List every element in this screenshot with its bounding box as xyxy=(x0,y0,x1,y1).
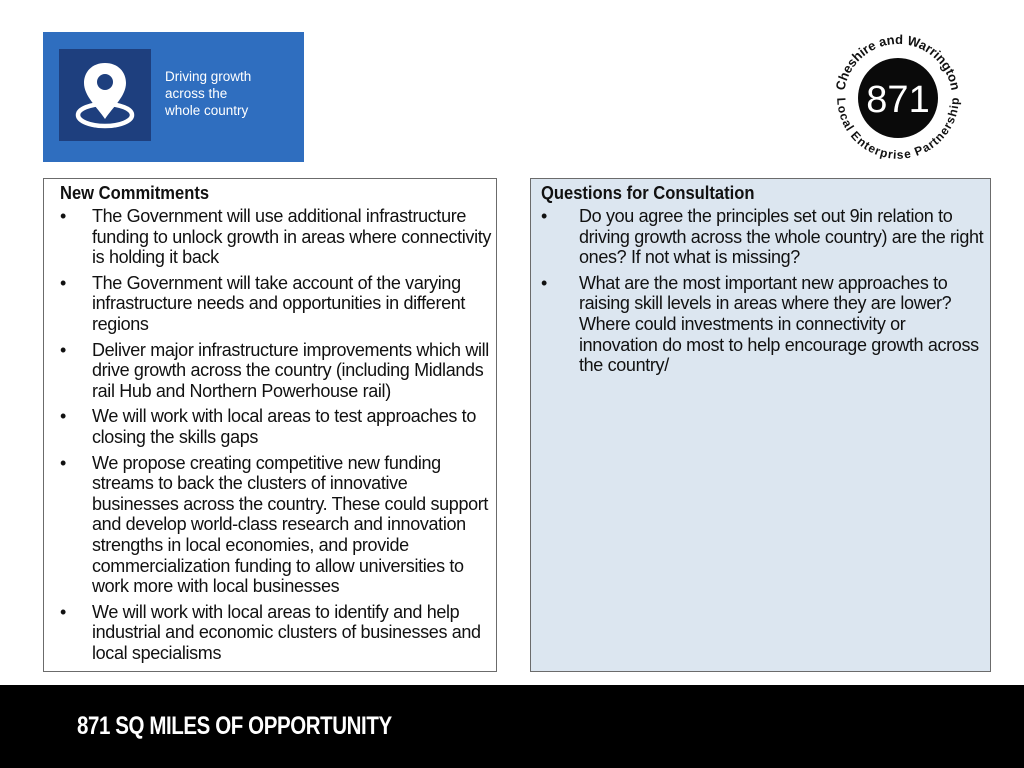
list-item xyxy=(60,602,492,664)
banner-text-line: whole country xyxy=(165,103,249,118)
list-item-text: The Government will take account of the varying infrastructure needs and opportunities in different regions xyxy=(92,272,466,334)
banner-text-line: Driving growth xyxy=(165,69,252,84)
banner-icon-box xyxy=(59,49,151,141)
list-item xyxy=(60,273,492,335)
logo-center-text: 871 xyxy=(866,79,930,121)
list-item-text: We propose creating competitive new funding streams to back the clusters of innovative businesses across the country. These could support and develop world-class research and innovation strengths in local economies, and provide commercialization funding to allow universities to work more with local businesses xyxy=(92,452,489,597)
list-item-text: We will work with local areas to test approaches to closing the skills gaps xyxy=(92,406,476,447)
list-item xyxy=(541,273,987,376)
bullet-icon: • xyxy=(541,206,548,226)
footer-tagline: 871 SQ MILES OF OPPORTUNITY xyxy=(77,712,392,740)
banner-text xyxy=(165,68,295,119)
consultation-questions-title: Questions for Consultation xyxy=(541,183,755,203)
new-commitments-title: New Commitments xyxy=(60,183,210,203)
bullet-icon: • xyxy=(60,452,67,473)
consultation-questions-list xyxy=(541,206,987,381)
bullet-icon: • xyxy=(541,272,548,293)
bullet-icon: • xyxy=(60,339,67,360)
list-item-text: Do you agree the principles set out 9in relation to driving growth across the whole country) are the right ones? If not what is missing? xyxy=(579,206,984,268)
logo-top-arc-text: Cheshire and Warrington xyxy=(832,31,964,92)
list-item-text: The Government will use additional infrastructure funding to unlock growth in areas where connectivity is holding it back xyxy=(92,206,492,268)
list-item-text: We will work with local areas to identify and help industrial and economic clusters of businesses and local specialisms xyxy=(92,601,481,663)
new-commitments-panel xyxy=(43,178,497,672)
footer-bar xyxy=(0,685,1024,768)
bullet-icon: • xyxy=(60,206,67,226)
new-commitments-list xyxy=(60,206,492,668)
bullet-icon: • xyxy=(60,406,67,427)
bullet-icon: • xyxy=(60,601,67,622)
list-item xyxy=(60,453,492,597)
list-item xyxy=(541,206,987,268)
lep-logo xyxy=(828,28,968,168)
list-item-text: Deliver major infrastructure improvements which will drive growth across the country (including Midlands rail Hub and Northern Powerhouse rail) xyxy=(92,339,489,401)
list-item xyxy=(60,206,492,268)
list-item-text: What are the most important new approaches to raising skill levels in areas where they are lower? Where could investments in connectivity or innovation do most to help encourage growth across the country/ xyxy=(579,272,979,376)
list-item xyxy=(60,406,492,447)
location-pin-icon xyxy=(59,49,151,141)
consultation-questions-panel xyxy=(530,178,991,672)
bullet-icon: • xyxy=(60,272,67,293)
theme-banner xyxy=(43,32,304,162)
banner-text-line: across the xyxy=(165,86,228,101)
list-item xyxy=(60,340,492,402)
logo-bottom-arc-text: Local Enterprise Partnership xyxy=(834,97,962,162)
